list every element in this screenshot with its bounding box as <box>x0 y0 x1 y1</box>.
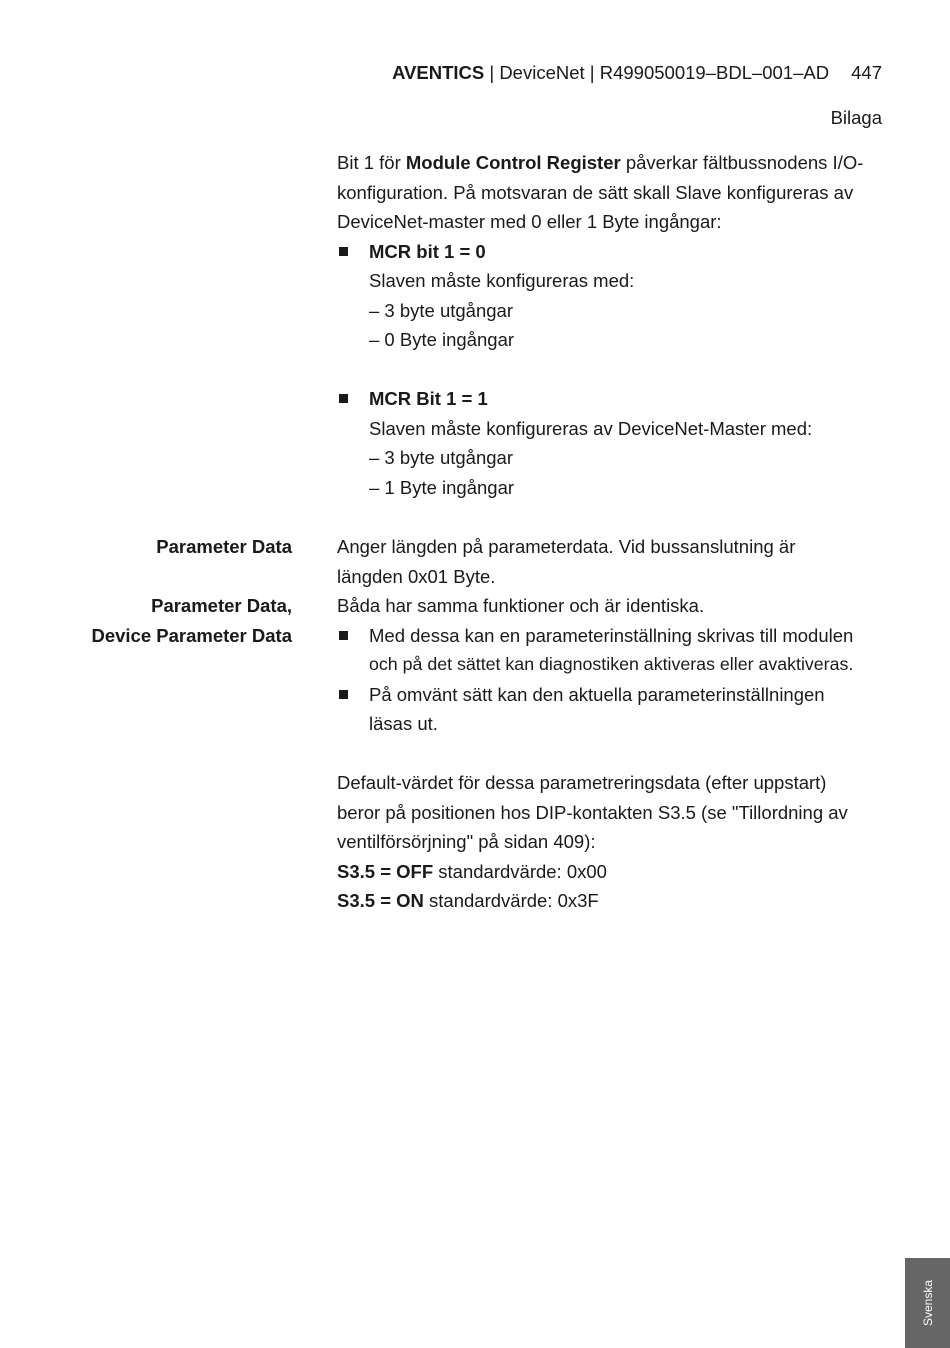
spacer <box>337 739 897 769</box>
language-tab <box>905 1258 950 1348</box>
default-value-line: ventilförsörjning" på sidan 409): <box>337 831 596 852</box>
parameter-data-label: Parameter Data <box>156 536 292 557</box>
section-title: Bilaga <box>830 107 882 128</box>
bullet-square-icon <box>339 690 348 699</box>
mcr-bullet-1-title: MCR bit 1 = 0 <box>337 237 897 267</box>
running-header <box>392 62 882 84</box>
device-param-bullet-2: På omvänt sätt kan den aktuella parameterinställningen <box>337 680 897 710</box>
device-param-bullet-1-cont: och på det sättet kan diagnostiken aktiveras eller avaktiveras. <box>369 654 854 674</box>
mcr-bullet-1-line: – 3 byte utgångar <box>369 299 513 321</box>
mcr-bullet-1-line: – 0 Byte ingångar <box>369 329 515 350</box>
mcr-intro-term: Module Control Register <box>405 152 621 173</box>
default-value-line: Default-värdet för dessa parametreringsdata (efter uppstart) <box>337 772 827 793</box>
spacer <box>337 355 897 385</box>
mcr-intro-prefix: Bit 1 för <box>337 152 406 173</box>
mcr-bullet-2-line: Slaven måste konfigureras av DeviceNet-Master med: <box>369 417 813 439</box>
device-param-intro: Båda har samma funktioner och är identiska. <box>337 595 705 616</box>
mcr-bullet-1-line: Slaven måste konfigureras med: <box>369 270 635 291</box>
device-parameter-data-label: Parameter Data, Device Parameter Data <box>91 595 292 646</box>
parameter-data-section <box>337 532 897 916</box>
mcr-bullet-2-title: MCR Bit 1 = 1 <box>337 384 897 414</box>
mcr-intro-line-3: DeviceNet-master med 0 eller 1 Byte ingångar: <box>337 211 722 232</box>
bullet-square-icon <box>339 247 348 256</box>
s35-on-line: S3.5 = ON standardvärde: 0x3F <box>337 890 599 911</box>
s35-off-line: S3.5 = OFF standardvärde: 0x00 <box>337 860 607 882</box>
header-brand: AVENTICS <box>392 62 485 83</box>
mcr-bullet-2-line: – 3 byte utgångar <box>369 447 513 468</box>
mcr-bullet-2-line: – 1 Byte ingångar <box>369 476 515 498</box>
default-value-line: beror på positionen hos DIP-kontakten S3.5 (se "Tillordning av <box>337 801 848 823</box>
mcr-intro-line <box>337 148 897 178</box>
parameter-data-line: Anger längden på parameterdata. Vid bussanslutning är <box>337 536 796 557</box>
bullet-square-icon <box>339 394 348 403</box>
mcr-intro-line-2: konfiguration. På motsvaran de sätt skall Slave konfigureras av <box>337 181 854 203</box>
mcr-intro-suffix: påverkar fältbussnodens I/O- <box>620 152 864 173</box>
device-param-bullet-1: Med dessa kan en parameterinställning skrivas till modulen <box>337 621 897 651</box>
page-number: 447 <box>851 62 882 83</box>
mcr-section <box>337 148 897 502</box>
parameter-data-line: längden 0x01 Byte. <box>337 565 496 587</box>
bullet-square-icon <box>339 631 348 640</box>
header-document-id: | DeviceNet | R499050019–BDL–001–AD <box>484 62 830 83</box>
language-tab-label: Svenska <box>920 1279 935 1327</box>
device-param-bullet-2-cont: läsas ut. <box>369 713 438 734</box>
